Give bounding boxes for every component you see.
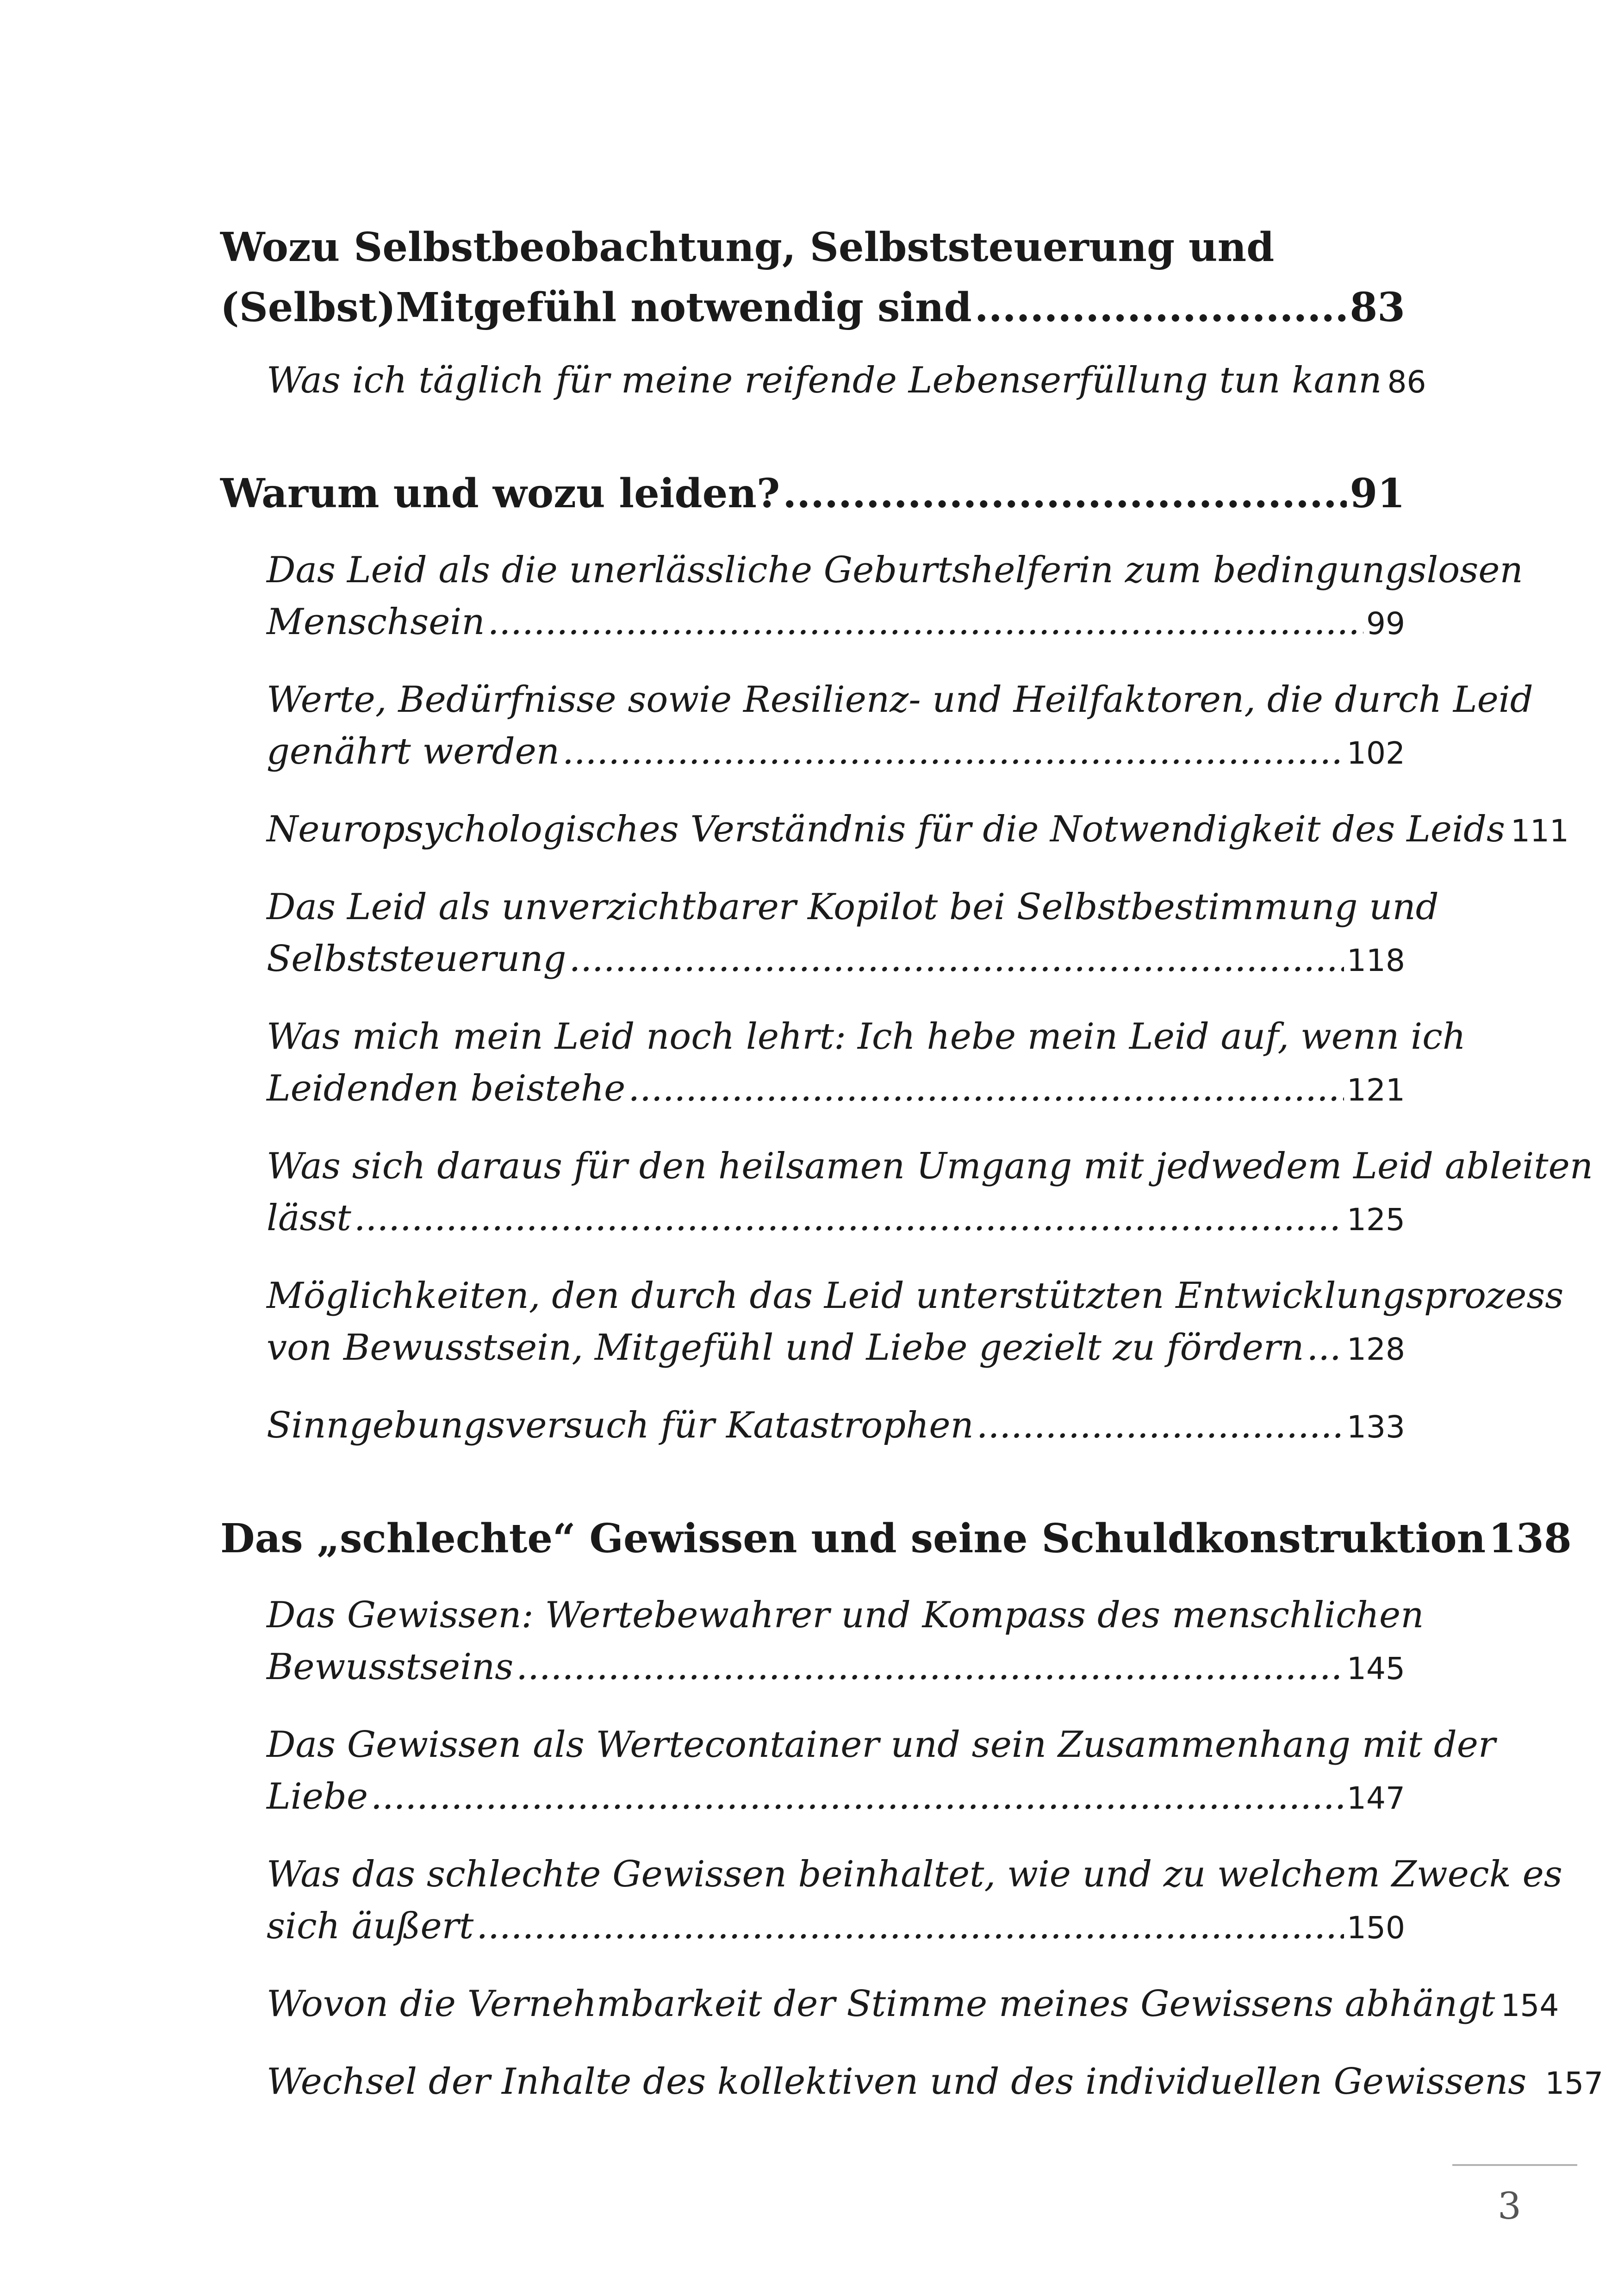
toc-entry — [220, 464, 1405, 524]
toc-subsection — [267, 1848, 1562, 1954]
toc-entry — [267, 1063, 1405, 1116]
page-reference: 121 — [1347, 1072, 1405, 1108]
page-reference: 154 — [1500, 1988, 1559, 2023]
dot-leader — [562, 726, 1344, 778]
chapter-title-line: (Selbst)Mitgefühl notwendig sind — [220, 284, 972, 331]
toc-entry — [267, 1400, 1405, 1453]
dot-leader — [977, 1400, 1344, 1451]
toc-entry — [267, 596, 1405, 650]
toc-chapter — [220, 1509, 1572, 1569]
table-of-contents — [220, 218, 1604, 2109]
toc-entry — [220, 1509, 1572, 1569]
toc-entry — [267, 2056, 1604, 2109]
toc-subsection — [267, 1140, 1593, 1246]
toc-entry — [267, 1192, 1405, 1246]
subsection-title: Was sich daraus für den heilsamen Umgang mit jedwedem Leid ableiten — [267, 1145, 1593, 1187]
subsection-title: Wovon die Vernehmbarkeit der Stimme meines Gewissens abhängt — [267, 1983, 1495, 2025]
footer-rule — [1452, 2164, 1577, 2166]
page-reference: 83 — [1350, 284, 1405, 331]
subsection-title: lässt — [267, 1197, 351, 1239]
subsection-title: Sinngebungsversuch für Katastrophen — [267, 1405, 974, 1446]
subsection-title: Das Leid als die unerlässliche Geburtshelferin zum bedingungslosen — [267, 549, 1523, 591]
subsection-title: Neuropsychologisches Verständnis für die Notwendigkeit des Leids — [267, 809, 1505, 850]
dot-leader — [975, 278, 1347, 338]
toc-entry — [220, 278, 1405, 338]
subsection-title: Werte, Bedürfnisse sowie Resilienz- und Heilfaktoren, die durch Leid — [267, 679, 1533, 721]
subsection-title: Das Gewissen: Wertebewahrer und Kompass des menschlichen — [267, 1594, 1424, 1636]
toc-entry — [267, 1978, 1559, 2032]
page-reference: 102 — [1347, 735, 1405, 771]
page-reference: 138 — [1488, 1515, 1572, 1562]
dot-leader — [1307, 1322, 1344, 1374]
page-reference: 150 — [1347, 1910, 1405, 1946]
page-reference: 128 — [1347, 1332, 1405, 1367]
subsection-title: Bewusstseins — [267, 1646, 514, 1688]
subsection-title: Selbststeuerung — [267, 938, 566, 980]
toc-subsection — [267, 1400, 1405, 1453]
page-reference: 91 — [1350, 470, 1405, 517]
page-reference: 111 — [1511, 813, 1569, 849]
dot-leader — [354, 1192, 1344, 1244]
toc-subsection — [267, 881, 1439, 987]
dot-leader — [569, 933, 1344, 985]
dot-leader — [371, 1771, 1344, 1823]
dot-leader — [516, 1641, 1344, 1693]
page-number: 3 — [1498, 2184, 1521, 2228]
toc-entry — [267, 933, 1405, 987]
toc-entry — [267, 1771, 1405, 1824]
page-reference: 157 — [1545, 2066, 1604, 2101]
toc-entry — [267, 355, 1426, 408]
toc-entry — [267, 1322, 1405, 1375]
toc-subsection — [267, 355, 1426, 408]
page-reference: 147 — [1347, 1780, 1405, 1816]
subsection-title: Das Gewissen als Wertecontainer und sein Zusammenhang mit der — [267, 1724, 1496, 1766]
subsection-title: Leidenden beistehe — [267, 1068, 626, 1109]
subsection-title: Möglichkeiten, den durch das Leid unterstützten Entwicklungsprozess — [267, 1275, 1564, 1317]
toc-subsection — [267, 1270, 1564, 1375]
toc-subsection — [267, 2056, 1604, 2109]
toc-entry — [267, 1641, 1405, 1695]
subsection-title: Was das schlechte Gewissen beinhaltet, wie und zu welchem Zweck es — [267, 1854, 1562, 1895]
subsection-title: Liebe — [267, 1776, 368, 1817]
page-reference: 118 — [1347, 943, 1405, 978]
dot-leader — [783, 464, 1347, 524]
toc-subsection — [267, 544, 1523, 650]
subsection-title: Menschsein — [267, 601, 485, 643]
toc-entry — [267, 803, 1569, 857]
dot-leader — [488, 596, 1363, 648]
chapter-title: Warum und wozu leiden? — [220, 470, 780, 517]
subsection-title: Wechsel der Inhalte des kollektiven und des individuellen Gewissens — [267, 2061, 1527, 2103]
subsection-title: Was mich mein Leid noch lehrt: Ich hebe mein Leid auf, wenn ich — [267, 1016, 1466, 1058]
subsection-title: Was ich täglich für meine reifende Lebenserfüllung tun kann — [267, 360, 1382, 401]
toc-entry — [267, 726, 1405, 779]
toc-subsection — [267, 674, 1533, 779]
toc-chapter — [220, 464, 1405, 524]
subsection-title: genährt werden — [267, 731, 560, 772]
chapter-title-line: Wozu Selbstbeobachtung, Selbststeuerung und — [220, 224, 1275, 271]
toc-entry — [267, 1900, 1405, 1954]
subsection-title: von Bewusstsein, Mitgefühl und Liebe gezielt zu fördern — [267, 1327, 1304, 1369]
toc-subsection — [267, 1589, 1424, 1695]
page-reference: 99 — [1366, 606, 1405, 641]
page-reference: 133 — [1347, 1409, 1405, 1445]
toc-subsection — [267, 1719, 1496, 1824]
toc-subsection — [267, 803, 1569, 857]
subsection-title: Das Leid als unverzichtbarer Kopilot bei Selbstbestimmung und — [267, 886, 1439, 928]
dot-leader — [628, 1063, 1344, 1114]
toc-chapter — [220, 218, 1405, 338]
page-reference: 145 — [1347, 1651, 1405, 1686]
dot-leader — [476, 1900, 1344, 1952]
page-reference: 125 — [1347, 1202, 1405, 1238]
toc-subsection — [267, 1978, 1559, 2032]
toc-subsection — [267, 1011, 1466, 1116]
chapter-title: Das „schlechte“ Gewissen und seine Schuldkonstruktion — [220, 1515, 1486, 1562]
subsection-title: sich äußert — [267, 1905, 474, 1947]
page-reference: 86 — [1387, 364, 1426, 400]
